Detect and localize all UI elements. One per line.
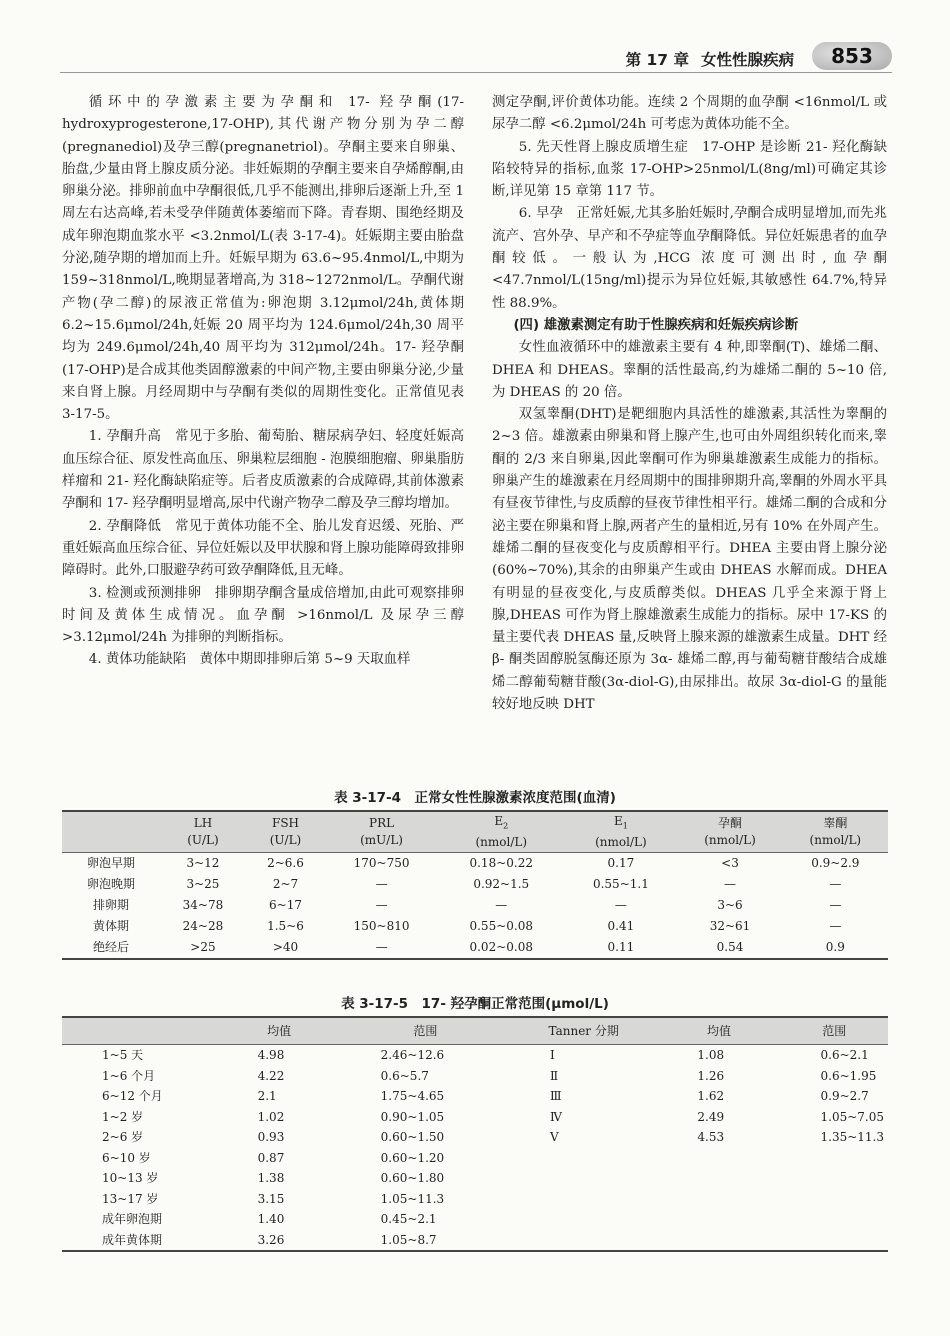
table-cell: 4.22 — [257, 1068, 285, 1083]
paragraph: 2. 孕酮降低 常见于黄体功能不全、胎儿发育迟缓、死胎、严重妊娠高血压综合征、异位妊娠以及甲状腺和肾上腺功能障碍致排卵障碍时。此外,口服避孕药可致孕酮降低,且无峰。 — [62, 518, 464, 579]
table-cell: 0.92~1.5 — [473, 877, 530, 892]
chapter-number: 第 17 章 — [625, 51, 689, 69]
table-cell: 0.9 — [783, 937, 888, 959]
header-mean-tanner: 均值 — [657, 1017, 780, 1045]
table-cell: 1~6 个月 — [102, 1068, 156, 1083]
table-header-row — [62, 811, 888, 853]
paragraph: 1. 孕酮升高 常见于多胎、葡萄胎、糖尿病孕妇、轻度妊娠高血压综合征、原发性高血压、卵巢粒层细胞 - 泡膜细胞瘤、卵巢脂肪样瘤和 21- 羟化酶缺陷症等。后者皮质激素的合成障碍,其前体激素孕酮和 17- 羟孕酮明显增高,尿中代谢产物孕二醇及孕三醇均增加。 — [62, 429, 464, 512]
table-row — [62, 1086, 888, 1107]
table-cell: 1.05~11.3 — [380, 1191, 445, 1206]
table-row — [62, 853, 888, 875]
chapter-name: 女性性腺疾病 — [700, 51, 794, 69]
table-cell: 黄体期 — [92, 919, 129, 934]
table-cell: 1.75~4.65 — [380, 1089, 445, 1103]
table-cell: 1.5~6 — [267, 919, 304, 934]
table-cell: Ⅰ — [549, 1048, 555, 1062]
table-cell: 0.17 — [607, 856, 635, 871]
table-3-17-4-title: 表 3-17-4 正常女性性腺激素浓度范围(血清) — [334, 790, 616, 806]
table-cell: 1.02 — [257, 1109, 285, 1124]
header-range: 范围 — [341, 1017, 510, 1045]
table-cell — [657, 1148, 780, 1169]
table-cell: 3.15 — [257, 1191, 285, 1206]
table-body — [62, 853, 888, 960]
table-row — [62, 1168, 888, 1189]
table-cell: 0.9~2.9 — [811, 856, 860, 871]
table-cell: 成年卵泡期 — [102, 1212, 163, 1226]
table-cell: 1.05~7.05 — [820, 1109, 884, 1124]
table-row — [62, 1148, 888, 1169]
table-cell: 0.60~1.80 — [380, 1171, 445, 1185]
table-cell: >25 — [160, 937, 246, 959]
table-cell — [510, 1168, 657, 1189]
header-age — [62, 1017, 218, 1045]
table-cell: — — [614, 898, 627, 913]
table-cell: — — [495, 898, 508, 913]
header-blank — [62, 811, 160, 853]
table-cell: 0.18~0.22 — [469, 856, 533, 871]
table-cell: 32~61 — [709, 919, 751, 934]
hormone-range-table — [62, 810, 888, 960]
table-cell — [657, 1168, 780, 1189]
table-cell: 1.26 — [697, 1068, 725, 1083]
table-cell: 2.49 — [697, 1109, 725, 1124]
table-cell: — — [325, 937, 438, 959]
table-cell — [510, 1209, 657, 1230]
table-cell: 1.08 — [697, 1048, 725, 1062]
table-header-row — [62, 1017, 888, 1045]
table-cell: 2~7 — [272, 877, 299, 892]
table-cell: — — [829, 877, 842, 892]
table-cell: 2~6 岁 — [102, 1130, 144, 1144]
table-cell: Ⅲ — [549, 1089, 562, 1103]
table-cell: 10~13 岁 — [102, 1171, 159, 1185]
table-cell: 成年黄体期 — [62, 1230, 218, 1252]
header-lh: LH (U/L) — [160, 811, 246, 853]
table-cell: Ⅳ — [549, 1109, 562, 1124]
table-cell: 3~12 — [186, 856, 220, 871]
header-fsh: FSH (U/L) — [246, 811, 325, 853]
table-3-17-5-title: 表 3-17-5 17- 羟孕酮正常范围(μmol/L) — [341, 996, 609, 1012]
paragraph: 4. 黄体功能缺陷 黄体中期即排卵后第 5~9 天取血样 — [88, 652, 411, 668]
table-cell: 0.55~0.08 — [469, 919, 533, 934]
table-cell: 卵泡早期 — [86, 856, 135, 871]
table-cell: 2~6.6 — [267, 856, 304, 871]
table-cell: — — [829, 898, 842, 913]
table-cell: 170~750 — [353, 856, 410, 871]
paragraph: 3. 检测或预测排卵 排卵期孕酮含量成倍增加,由此可观察排卵时间及黄体生成情况。血孕酮 >16nmol/L 及尿孕三醇 >3.12μmol/24h 为排卵的判断指标。 — [62, 585, 464, 646]
paragraph: 6. 早孕 正常妊娠,尤其多胎妊娠时,孕酮合成明显增加,而先兆流产、宫外孕、早产和不孕症等血孕酮降低。异位妊娠患者的血孕酮较低。一般认为,HCG 浓度可测出时,血孕酮 <47.7nmol/L(15ng/ml)提示为异位妊娠,其敏感性 64.7%,特异性 88.9%。 — [492, 206, 887, 311]
table-cell: 绝经后 — [62, 937, 160, 959]
table-row — [62, 874, 888, 895]
table-cell: 24~28 — [182, 919, 224, 934]
table-cell: 0.9~2.7 — [820, 1089, 869, 1103]
table-cell: 0.55~1.1 — [592, 877, 649, 892]
table-cell: <3 — [721, 856, 739, 871]
table-cell: 0.90~1.05 — [380, 1109, 445, 1124]
table-cell: 0.6~5.7 — [380, 1068, 429, 1083]
table-row — [62, 1230, 888, 1252]
table-cell: >40 — [246, 937, 325, 959]
table-cell — [781, 1189, 889, 1210]
table-cell: 0.60~1.20 — [380, 1150, 445, 1165]
table-cell: 0.93 — [257, 1130, 285, 1144]
table-cell — [510, 1189, 657, 1210]
table-cell — [781, 1168, 889, 1189]
paragraph: 双氢睾酮(DHT)是靶细胞内具活性的雄激素,其活性为睾酮的 2~3 倍。雄激素由卵巢和肾上腺产生,也可由外周组织转化而来,睾酮的 2/3 来自卵巢,因此睾酮可作为卵巢雄激素生成能力的指标。卵巢产生的雄激素在月经周期中的围排卵期升高,睾酮的外周水平具有昼夜节律性,与皮质醇的昼夜节律性相平行。雄烯二酮的合成和分泌主要在卵巢和肾上腺,两者产生的量相近,另有 10% 在外周产生。雄烯二酮的昼夜变化与皮质醇相平行。DHEA 主要由肾上腺分泌(60%~70%),其余的由卵巢产生或由 DHEAS 水解而成。DHEA 有明显的昼夜变化,与皮质醇类似。DHEAS 几乎全来源于肾上腺,DHEAS 可作为肾上腺雄激素生成能力的指标。尿中 17-KS 的量主要代表 DHEAS 量,反映肾上腺来源的雄激素生成量。DHT 经 β- 酮类固醇脱氢酶还原为 3α- 雄烯二醇,再与葡萄糖苷酸结合成雄烯二醇葡萄糖苷酸(3α-diol-G),由尿排出。故尿 3α-diol-G 的量能较好地反映 DHT — [492, 407, 887, 713]
table-cell: 34~78 — [182, 898, 224, 913]
left-column — [62, 92, 464, 672]
paragraph: 女性血液循环中的雄激素主要有 4 种,即睾酮(T)、雄烯二酮、DHEA 和 DHEAS。睾酮的活性最高,约为雄烯二酮的 5~10 倍,为 DHEAS 的 20 倍。 — [492, 340, 887, 400]
table-row — [62, 937, 888, 959]
header-mean: 均值 — [218, 1017, 341, 1045]
header-e2: $E_2$ (nmol/L) — [438, 811, 564, 853]
table-cell: 0.54 — [677, 937, 782, 959]
header-rule — [60, 72, 892, 73]
table-cell: 0.02~0.08 — [438, 937, 564, 959]
table-cell: 1~2 岁 — [102, 1109, 144, 1124]
table-cell: 4.98 — [257, 1048, 285, 1062]
table-cell: 1.40 — [257, 1212, 285, 1226]
table-cell: 4.53 — [697, 1130, 725, 1144]
header-tanner: Tanner 分期 — [510, 1017, 657, 1045]
paragraph: 循环中的孕激素主要为孕酮和 17- 羟孕酮(17-hydroxyprogesterone,17-OHP),其代谢产物分别为孕二醇(pregnanediol)及孕三醇(pregnanetriol)。孕酮主要来自卵巢、胎盘,少量由肾上腺皮质分泌。非妊娠期的孕酮主要来自孕烯醇酮,由卵巢分泌。排卵前血中孕酮很低,几乎不能测出,排卵后逐渐上升,至 1 周左右达高峰,若未受孕伴随黄体萎缩而下降。青春期、围绝经期及成年卵泡期血浆水平 <3.2nmol/L(表 3-17-4)。妊娠期主要由胎盘分泌,随孕期的增加而上升。妊娠早期为 63.6~95.4nmol/L,中期为 159~318nmol/L,晚期显著增高,为 318~1272nmol/L。孕酮代谢产物(孕二醇)的尿液正常值为:卵泡期 3.12μmol/24h,黄体期 6.2~15.6μmol/24h,妊娠 20 周平均为 124.6μmol/24h,30 周平均为 249.6μmol/24h,40 周平均为 312μmol/24h。17- 羟孕酮(17-OHP)是合成其他类固醇激素的中间产物,主要由卵巢分泌,少量来自肾上腺。月经周期中与孕酮有类似的周期性变化。正常值见表 3-17-5。 — [62, 95, 464, 423]
table-cell — [781, 1209, 889, 1230]
table-cell: 3~25 — [186, 877, 220, 892]
table-row — [62, 895, 888, 916]
table-cell: 6~17 — [269, 898, 302, 913]
table-cell: — — [375, 877, 388, 892]
header-prl: PRL (mU/L) — [325, 811, 438, 853]
paragraph: 测定孕酮,评价黄体功能。连续 2 个周期的血孕酮 <16nmol/L 或尿孕二醇 <6.2μmol/24h 可考虑为黄体功能不全。 — [492, 95, 887, 133]
right-column — [492, 92, 887, 716]
table-cell: 6~10 岁 — [102, 1150, 151, 1165]
table-cell: — — [724, 877, 736, 892]
table-cell: 0.60~1.50 — [380, 1130, 445, 1144]
table-row — [62, 1045, 888, 1066]
table-cell: 6~12 个月 — [102, 1089, 163, 1103]
table-row — [62, 1127, 888, 1148]
table-cell — [657, 1209, 780, 1230]
table-cell: 1~5 天 — [102, 1048, 144, 1062]
table-cell: 3~6 — [717, 898, 743, 913]
table-cell: Ⅱ — [549, 1068, 559, 1083]
table-cell: 0.41 — [607, 919, 635, 934]
header-testosterone: 睾酮 (nmol/L) — [783, 811, 888, 853]
table-cell: — — [375, 898, 388, 913]
page-number: 853 — [812, 42, 892, 70]
table-cell: 0.6~1.95 — [820, 1068, 877, 1083]
table-cell: — — [829, 919, 842, 934]
table-cell: 0.87 — [257, 1150, 285, 1165]
table-cell: Ⅴ — [549, 1130, 559, 1144]
header-progesterone: 孕酮 (nmol/L) — [677, 811, 782, 853]
table-cell: 1.35~11.3 — [820, 1130, 884, 1144]
table-body — [62, 1045, 888, 1252]
table-row — [62, 916, 888, 937]
table-cell: 0.45~2.1 — [380, 1212, 437, 1226]
table-cell — [657, 1230, 780, 1252]
table-cell — [781, 1230, 889, 1252]
header-e1: $E_1$ (nmol/L) — [564, 811, 677, 853]
table-cell: 0.11 — [564, 937, 677, 959]
table-cell: 排卵期 — [92, 898, 129, 913]
table-cell: 0.6~2.1 — [820, 1048, 869, 1062]
table-cell — [781, 1148, 889, 1169]
table-cell: 卵泡晚期 — [86, 877, 135, 892]
table-cell — [510, 1230, 657, 1252]
chapter-title — [626, 48, 794, 70]
table-cell: 150~810 — [353, 919, 410, 934]
table-cell: 1.62 — [697, 1089, 725, 1103]
page-header — [60, 42, 892, 72]
17ohp-range-table — [62, 1016, 888, 1252]
table-cell: 13~17 岁 — [102, 1191, 159, 1206]
table-cell: 1.38 — [257, 1171, 285, 1185]
table-cell — [657, 1189, 780, 1210]
header-range-tanner: 范围 — [781, 1017, 889, 1045]
table-cell: 2.46~12.6 — [380, 1048, 445, 1062]
table-cell: 1.05~8.7 — [341, 1230, 510, 1252]
table-cell — [510, 1148, 657, 1169]
table-cell: 3.26 — [218, 1230, 341, 1252]
paragraph: 5. 先天性肾上腺皮质增生症 17-OHP 是诊断 21- 羟化酶缺陷较特异的指标,血浆 17-OHP>25nmol/L(8ng/ml)可确定其诊断,详见第 15 章第 117 节。 — [492, 139, 887, 200]
section-heading: (四) 雄激素测定有助于性腺疾病和妊娠疾病诊断 — [513, 317, 799, 333]
table-row — [62, 1107, 888, 1128]
table-row — [62, 1189, 888, 1210]
table-row — [62, 1066, 888, 1087]
table-row — [62, 1209, 888, 1230]
table-cell: 2.1 — [257, 1089, 277, 1103]
